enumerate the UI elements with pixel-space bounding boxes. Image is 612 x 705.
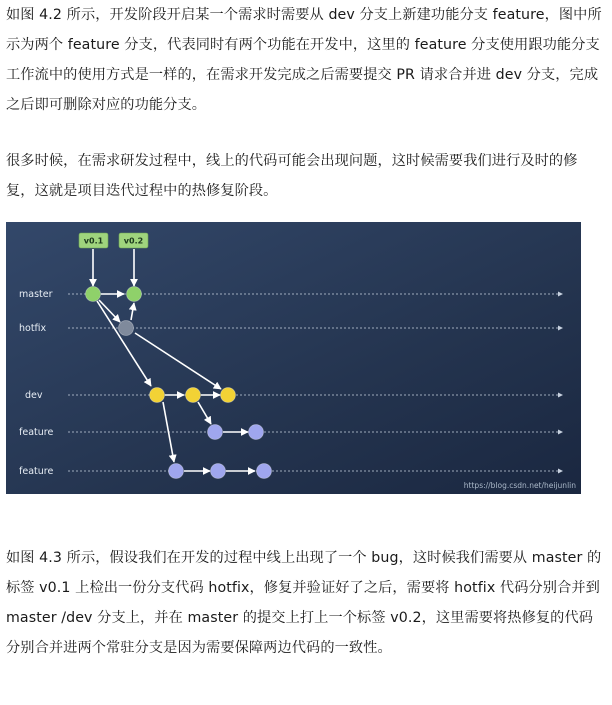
branch-label-master: master — [19, 289, 53, 300]
commit-feature-2-a — [169, 464, 184, 479]
commit-dev-3 — [221, 388, 236, 403]
commit-master-1 — [86, 287, 101, 302]
paragraph-hotfix-flow: 如图 4.3 所示，假设我们在开发的过程中线上出现了一个 bug，这时候我们需要从 master 的标签 v0.1 上检出一份分支代码 hotfix，修复并验证好了之后，需要将 hotfix 代码分别合并到 master /dev 分支上，并在 master 的提交上打上一个标签 v0.2，这里需要将热修复的代码分别合并进两个常驻分支是因为需要保障两边代码的一致性。 — [6, 550, 602, 656]
paragraph-hotfix-intro: 很多时候，在需求研发过程中，线上的代码可能会出现问题，这时候需要我们进行及时的修复，这就是项目迭代过程中的热修复阶段。 — [6, 153, 578, 199]
commit-dev-2 — [186, 388, 201, 403]
tag-v0-2-label: v0.2 — [123, 236, 144, 246]
commit-feature-2-c — [257, 464, 272, 479]
tag-v0-1-label: v0.1 — [83, 236, 104, 246]
commit-hotfix — [119, 321, 134, 336]
gitflow-diagram — [6, 222, 581, 494]
paragraph-intro: 如图 4.2 所示，开发阶段开启某一个需求时需要从 dev 分支上新建功能分支 feature，图中所示为两个 feature 分支，代表同时有两个功能在开发中，这里的 feature 分支使用跟功能分支工作流中的使用方式是一样的，在需求开发完成之后需要提交 PR 请求合并进 dev 分支，完成之后即可删除对应的功能分支。 — [6, 7, 602, 113]
branch-label-feature-2: feature — [19, 466, 54, 477]
commit-dev-1 — [150, 388, 165, 403]
commit-master-2 — [127, 287, 142, 302]
commit-feature-2-b — [211, 464, 226, 479]
branch-label-dev: dev — [25, 390, 43, 401]
branch-label-hotfix: hotfix — [19, 323, 47, 334]
commit-feature-1-a — [208, 425, 223, 440]
watermark: https://blog.csdn.net/heijunlin — [463, 481, 576, 490]
branch-label-feature-1: feature — [19, 427, 54, 438]
commit-feature-1-b — [249, 425, 264, 440]
